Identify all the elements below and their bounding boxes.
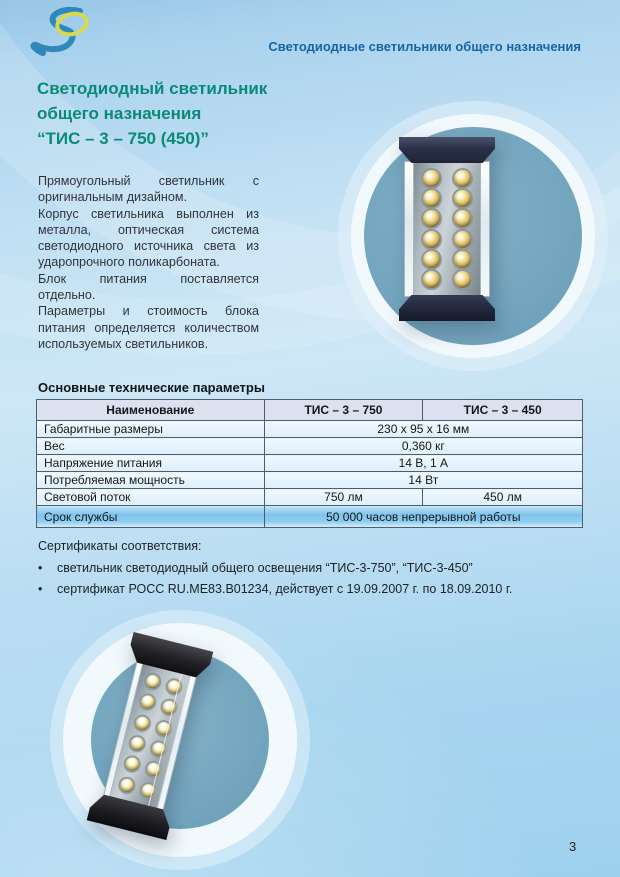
page-header-title: Светодиодные светильники общего назначения [268,39,581,54]
led-lens [119,777,135,793]
led-lens [124,756,140,772]
bullet-icon: • [38,582,43,596]
fixture-end-cap [399,295,495,321]
spec-name-cell: Напряжение питания [37,455,265,472]
badge-inner-disc [364,127,582,345]
led-luminaire-front-view [402,137,492,321]
description-paragraph: Прямоугольный светильник с оригинальным дизайном. [38,174,259,205]
description-paragraph: Параметры и стоимость блока питания определяется количеством используемых светильников. [38,304,259,351]
spec-value-cell: 750 лм [264,489,423,506]
table-row [37,455,583,472]
table-row [37,489,583,506]
column-header-tis-750: ТИС – 3 – 750 [264,400,423,421]
spec-name-cell: Потребляемая мощность [37,472,265,489]
specs-heading: Основные технические параметры [38,380,265,395]
led-lens [423,251,440,268]
led-lens [454,210,471,227]
certificates-block [38,536,512,601]
spec-value-cell: 450 лм [423,489,583,506]
led-lens [423,271,440,288]
certificate-item [38,579,512,601]
product-title-line: “ТИС – 3 – 750 (450)” [37,129,209,148]
certificate-text: светильник светодиодный общего освещения “ТИС-3-750”, “ТИС-3-450” [57,560,473,575]
bullet-icon: • [38,560,43,575]
column-header-tis-450: ТИС – 3 – 450 [423,400,583,421]
led-lens [423,190,440,207]
table-row [37,421,583,438]
so-logo-icon [28,5,94,61]
fixture-end-cap [399,137,495,163]
product-photo-badge-top [338,101,608,371]
certificate-text: сертификат РОСС RU.ME83.B01234, действует с 19.09.2007 г. по 18.09.2010 г. [57,582,513,596]
product-description [38,173,259,352]
certificate-item [38,558,512,580]
badge-white-ring [351,114,595,358]
column-header-name: Наименование [37,400,265,421]
led-array [414,161,480,297]
led-lens [423,231,440,248]
badge-inner-disc [91,651,269,829]
product-title-line: общего назначения [37,104,202,123]
led-lens [144,674,160,690]
fixture-body [404,161,490,297]
description-paragraph: Корпус светильника выполнен из металла, оптическая система светодиодного источника света из ударопрочного поликарбоната. [38,206,259,270]
led-lens [129,736,145,752]
table-row-highlighted [37,506,583,528]
led-lens [423,210,440,227]
led-lens [134,715,150,731]
spec-name-cell: Срок службы [37,506,265,528]
spec-value-cell: 0,360 кг [264,438,582,455]
spec-name-cell: Вес [37,438,265,455]
spec-value-cell: 230 x 95 x 16 мм [264,421,582,438]
led-lens [454,231,471,248]
fixture-side-strip [404,161,414,297]
led-lens [454,271,471,288]
fixture-body [103,660,198,813]
description-paragraph: Блок питания поставляется отдельно. [38,271,259,303]
page-number: 3 [569,839,577,854]
spec-value-cell: 50 000 часов непрерывной работы [264,506,582,528]
led-lens [454,251,471,268]
specs-table [36,399,583,528]
led-lens [423,170,440,187]
product-title [37,76,267,151]
led-lens [139,694,155,710]
table-header-row [37,400,583,421]
spec-value-cell: 14 Вт [264,472,582,489]
fixture-side-strip [480,161,490,297]
led-lens [454,170,471,187]
product-photo-badge-bottom [50,610,310,870]
badge-white-ring [63,623,297,857]
table-row [37,472,583,489]
table-row [37,438,583,455]
spec-name-cell: Световой поток [37,489,265,506]
led-luminaire-angled-view [95,634,206,838]
spec-name-cell: Габаритные размеры [37,421,265,438]
certificates-heading: Сертификаты соответствия: [38,539,202,553]
led-lens [454,190,471,207]
spec-value-cell: 14 В, 1 А [264,455,582,472]
product-title-line: Светодиодный светильник [37,79,268,98]
